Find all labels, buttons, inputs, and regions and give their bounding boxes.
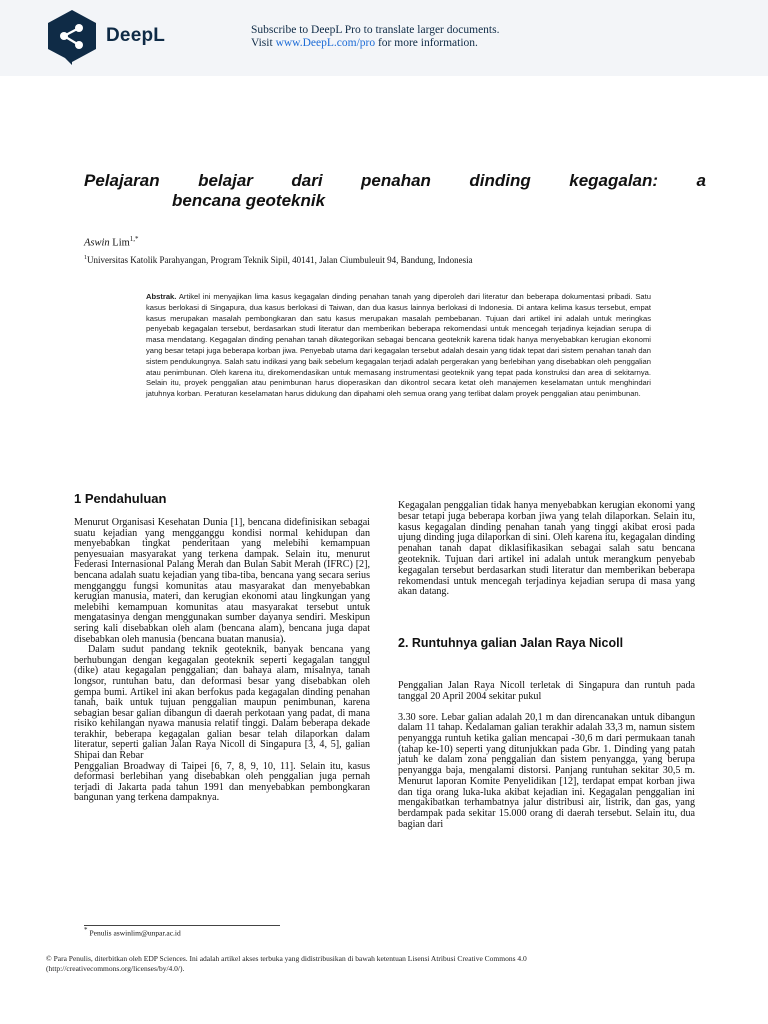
- title-word: kegagalan:: [569, 171, 659, 190]
- promo-line-1: Subscribe to DeepL Pro to translate larger documents.: [251, 24, 500, 36]
- promo-line-2: [251, 37, 499, 50]
- author-superscript: 1,*: [129, 235, 139, 243]
- footnote-text: Penulis aswinlim@unpar.ac.id: [89, 928, 181, 938]
- title-word: dinding: [469, 171, 531, 190]
- title-word: dari: [291, 171, 323, 190]
- author-last-name: Lim: [112, 237, 130, 249]
- title-word: a: [696, 171, 706, 190]
- license-footer: [46, 954, 716, 974]
- section-2-heading: 2. Runtuhnya galian Jalan Raya Nicoll: [398, 636, 624, 650]
- deepl-share-logo-icon[interactable]: [46, 9, 98, 65]
- paragraph: Menurut Organisasi Kesehatan Dunia [1], bencana didefinisikan sebagai suatu kejadian yang mengganggu kondisi normal kehidupan dan menyebabkan tingkat penderitaan yang melebihi kemampuan penyesuaian masyarakat yang terkena dampak. Selain itu, menurut Federasi Internasional Palang Merah dan Bulan Sabit Merah (IFRC) [2], bencana adalah suatu kejadian yang tiba-tiba, bencana yang secara serius mengganggu fungsi komunitas atau masyarakat dan menyebabkan kerugian manusia, materi, dan kerugian ekonomi atau lingkungan yang melebihi kemampuan komunitas atau masyarakat tersebut untuk mengatasinya dengan menggunakan sumber dayanya sendiri. Meskipun sering kali disebabkan oleh alam (bencana alam), bencana juga dapat disebabkan oleh manusia (bencana buatan manusia).: [74, 517, 370, 645]
- deepl-promo-bar: [0, 0, 768, 76]
- paper-title: [84, 171, 706, 211]
- author-first-name: Aswin: [84, 237, 110, 249]
- deepl-logo-text[interactable]: DeepL: [106, 25, 166, 46]
- title-word: belajar: [198, 171, 253, 190]
- promo-tail: for more information.: [377, 37, 478, 49]
- affiliation-text: Universitas Katolik Parahyangan, Program Teknik Sipil, 40141, Jalan Ciumbuleuit 94, Bandung, Indonesia: [87, 255, 473, 265]
- abstract-label: Abstrak.: [146, 292, 177, 301]
- paragraph: Penggalian Broadway di Taipei [6, 7, 8, 9, 10, 11]. Selain itu, kasus deformasi berlebihan yang disebabkan oleh penggalian juga pernah terjadi di Jakarta pada tahun 1991 dan menyebabkan pembongkaran bangunan yang terkena dampaknya.: [74, 760, 370, 804]
- author: [84, 235, 139, 249]
- license-line-1: © Para Penulis, diterbitkan oleh EDP Sciences. Ini adalah artikel akses terbuka yang didistribusikan di bawah ketentuan Lisensi Atribusi Creative Commons 4.0: [46, 954, 527, 963]
- paragraph: Dalam sudut pandang teknik geoteknik, banyak bencana yang berhubungan dengan kegagalan geoteknik seperti kegagalan tanggul (dike) atau kegagalan penggalian; dan bahaya alam, misalnya, tanah longsor, runtuhan batu, dan deformasi besar yang disebabkan oleh gempa bumi. Artikel ini akan berfokus pada kegagalan dinding penahan tanah, baik untuk tujuan penggalian maupun penimbunan, karena sebagian besar galian dibangun di daerah perkotaan yang padat, di mana risiko kehilangan nyawa manusia relatif tinggi. Dalam beberapa dekade terakhir, beberapa kegagalan galian besar telah dilaporkan dalam literatur, seperti galian Jalan Raya Nicoll di Singapura [3, 4, 5], galian Shipai dan Rebar: [74, 644, 370, 762]
- title-line-2: bencana geoteknik: [172, 191, 326, 210]
- section-1-heading: 1 Pendahuluan: [74, 491, 167, 506]
- paragraph: Penggalian Jalan Raya Nicoll terletak di Singapura dan runtuh pada tanggal 20 April 2004 sekitar pukul: [398, 680, 695, 702]
- affiliation: [84, 255, 473, 265]
- title-line-1: [84, 171, 706, 191]
- footnote: [84, 926, 181, 938]
- deepl-pro-link[interactable]: www.DeepL.com/pro: [275, 37, 376, 49]
- right-column-section-2: [398, 671, 695, 840]
- title-word: Pelajaran: [84, 171, 160, 190]
- abstract-body: Artikel ini menyajikan lima kasus kegagalan dinding penahan tanah yang diperoleh dari literatur dan beberapa dokumentasi pribadi. Satu kasus berlokasi di Singapura, dua kasus berlokasi di Taiwan, dan dua kasus lainnya berlokasi di Indonesia. Di antara kelima kasus tersebut, empat kasus merupakan masalah pembongkaran dan satu kasus merupakan masalah pembebanan. Tujuan dari artikel ini adalah untuk meringkas penyebab kegagalan tersebut, berdasarkan studi literatur dan memberikan beberapa rekomendasi untuk mencegah terjadinya kejadian serupa di masa mendatang. Kegagalan dinding penahan tanah dikategorikan sebagai bencana geoteknik karena tidak hanya menyebabkan kerugian ekonomi yang besar tetapi juga beberapa korban jiwa. Penyebab utama dari kegagalan tersebut adalah desain yang tidak tepat dari sistem penahan tanah dan sistem pendukungnya. Salah satu indikasi yang baik sebelum kegagalan terjadi adalah pergerakan yang berlebihan yang disebabkan oleh penggalian atau penimbunan. Oleh karena itu, direkomendasikan untuk memasang instrumentasi geoteknik yang tepat pada konstruksi dan area di sekitarnya. Selain itu, proyek penggalian atau penimbunan harus dioperasikan dan dikontrol secara ketat oleh manajemen keselamatan untuk menghindari jatuhnya korban. Peraturan keselamatan harus didukung dan dipahami oleh semua orang yang terlibat dalam proyek penggalian atau penimbunan.: [146, 292, 651, 399]
- right-column-intro: [398, 491, 695, 608]
- title-word: penahan: [361, 171, 431, 190]
- abstract: [146, 292, 651, 400]
- footnote-mark: *: [84, 926, 88, 934]
- affiliation-superscript: 1: [84, 255, 87, 261]
- promo-message: [251, 24, 499, 50]
- left-column: [74, 518, 370, 804]
- promo-visit: Visit: [251, 37, 273, 49]
- paragraph: 3.30 sore. Lebar galian adalah 20,1 m dan direncanakan untuk dibangun dalam 11 tahap. Kedalaman galian terakhir adalah 33,3 m, namun sistem penyangga runtuh ketika galian mencapai -30,6 m dari permukaan tanah (tahap ke-10) seperti yang ditunjukkan pada Gbr. 1. Dinding yang patah jatuh ke dalam zona penggalian dan sistem penyangga, yang berupa penyangga baja, mengalami distorsi. Panjang runtuhan sekitar 30,5 m. Menurut laporan Komite Penyelidikan [12], terdapat empat korban jiwa dan tiga orang luka-luka akibat kejadian ini. Kegagalan penggalian ini mengakibatkan terhambatnya jalur distribusi air, listrik, dan gas, yang berdampak pada sekitar 15.000 orang di daerah tersebut. Selain itu, dua bagian dari: [398, 711, 695, 830]
- license-line-2[interactable]: (http://creativecommons.org/licenses/by/4.0/).: [46, 964, 185, 973]
- paragraph: Kegagalan penggalian tidak hanya menyebabkan kerugian ekonomi yang besar tetapi juga beberapa korban jiwa yang telah dilaporkan. Selain itu, kasus kegagalan dinding penahan tanah yang tinggi akibat erosi pada ujung dinding juga dilaporkan di sini. Oleh karena itu, kegagalan dinding penahan tanah dapat diklasifikasikan sebagai salah satu bencana geoteknik. Tujuan dari artikel ini adalah untuk merangkum penyebab kegagalan tersebut berdasarkan studi literatur dan memberikan beberapa rekomendasi untuk mencegah terjadinya kejadian serupa di masa yang akan datang.: [398, 500, 695, 598]
